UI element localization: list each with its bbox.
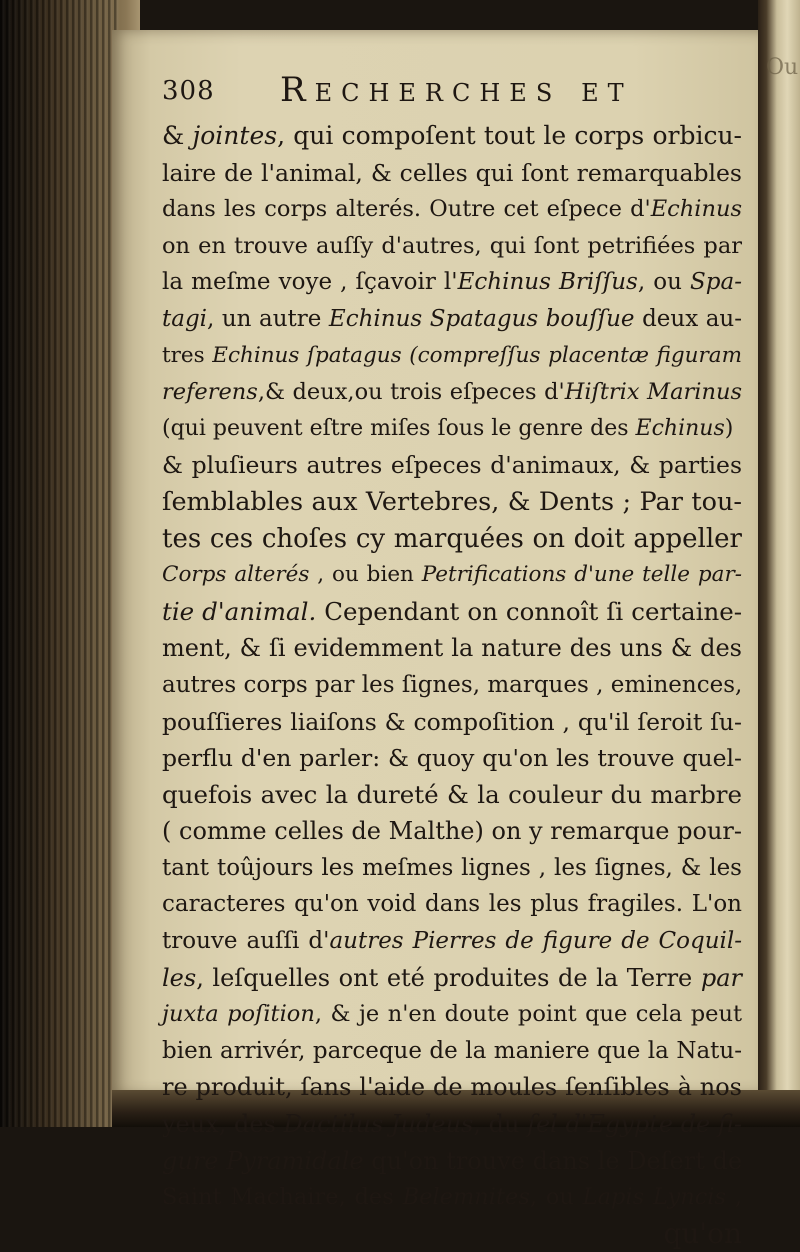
- text-run: pouſſieres liaiſons & compoſition , qu'il ſeroit ſu-: [162, 707, 742, 736]
- italic-text: ſel d'Egypte de fi-: [527, 1110, 743, 1139]
- italic-text: juxta poſition: [162, 1001, 315, 1028]
- page-number: 308: [162, 76, 215, 106]
- text-line: [162, 338, 742, 375]
- text-run: (qui peuvent eſtre miſes ſous le genre des: [162, 415, 636, 441]
- text-run: qu'on: [663, 1216, 742, 1250]
- text-line: [162, 411, 742, 448]
- text-run: tant toûjours les meſmes lignes , les ſignes, & les: [162, 854, 742, 881]
- italic-text: jointes: [192, 121, 278, 150]
- text-line: [162, 447, 742, 484]
- text-line: [162, 740, 742, 777]
- text-line: [162, 1106, 742, 1143]
- text-line: [162, 557, 742, 594]
- text-line: [162, 923, 742, 960]
- text-run: re produit, ſans l'aide de moules ſenſibles à nos: [162, 1073, 742, 1102]
- text-run: trouve auſſi d': [162, 928, 330, 955]
- text-line: [162, 264, 742, 301]
- text-run: , leſquelles ont eté produites de la Terre: [196, 963, 701, 992]
- text-run: ment, & ſi evidemment la nature des uns & des: [162, 634, 742, 663]
- text-run: Saint Machaire, des: [162, 1184, 403, 1211]
- italic-text: tie d'animal.: [162, 596, 317, 626]
- text-line: [162, 594, 742, 631]
- text-run: tes ces choſes cy marquées on doit appeller: [162, 523, 742, 554]
- italic-text: tagi: [162, 305, 208, 332]
- text-line: [162, 813, 742, 850]
- text-run: , & je n'en doute point que cela peut: [314, 1001, 743, 1028]
- text-line: [162, 484, 742, 521]
- italic-text: par: [700, 963, 742, 992]
- text-run: , ou: [637, 269, 691, 296]
- text-run: laire de l'animal, & celles qui ſont remarquables: [162, 158, 742, 187]
- text-line: [162, 228, 742, 265]
- text-line: [162, 996, 742, 1033]
- italic-text: Lapis Lyncis: [582, 1184, 727, 1211]
- text-run: deux au-: [634, 305, 742, 332]
- text-line: [162, 1069, 742, 1106]
- text-line: [162, 630, 742, 667]
- text-run: tres: [162, 342, 213, 368]
- text-run: , ou bien: [309, 562, 422, 588]
- text-line: [162, 155, 742, 192]
- text-run: &: [162, 121, 193, 150]
- italic-text: les: [162, 963, 197, 992]
- text-run: dans les corps alterés. Outre cet eſpece d': [162, 196, 651, 223]
- italic-text: referens: [162, 379, 258, 406]
- text-run: ,: [726, 1184, 742, 1211]
- page-header: [162, 70, 752, 110]
- text-run: , qui compoſent tout le corps orbicu-: [277, 121, 742, 150]
- italic-text: Echinus: [635, 415, 725, 441]
- italic-text: Spa-: [690, 269, 742, 296]
- text-line: [162, 521, 742, 558]
- italic-text: Petrifications d'une telle par-: [421, 562, 742, 588]
- text-line: [162, 850, 742, 887]
- text-run: qu'on trouve dans le Deſert de: [363, 1146, 743, 1175]
- italic-text: Dactilus Judeus: [283, 1110, 474, 1139]
- text-run: on en trouve auſſy d'autres, qui ſont petrifiées par: [162, 232, 742, 259]
- italic-text: Echinus Briſſus: [457, 269, 638, 296]
- text-run: ,& deux,ou trois eſpeces d': [257, 379, 565, 406]
- text-run: , ou: [529, 1184, 583, 1211]
- text-run: la meſme voye , ſçavoir l': [162, 269, 458, 296]
- text-line: [162, 374, 742, 411]
- text-run: ): [724, 415, 734, 441]
- facing-page-glimpse: Ou: [766, 55, 799, 80]
- text-line: [162, 886, 742, 923]
- body-text: [162, 118, 742, 1252]
- italic-text: Echinus: [650, 196, 742, 223]
- text-line: [162, 301, 742, 338]
- text-run: ſemblables aux Vertebres, & Dents ; Par tou-: [162, 486, 742, 517]
- text-line: [162, 960, 742, 997]
- running-head: Recherches et: [280, 70, 633, 110]
- text-run: bien arrivér, parceque de la maniere que la Natu-: [162, 1037, 742, 1064]
- text-run: quefois avec la dureté & la couleur du marbre: [162, 779, 742, 809]
- italic-text: Corps alterés: [162, 562, 310, 588]
- text-line: [162, 191, 742, 228]
- page-stack-edges: [0, 0, 120, 1127]
- text-run: perflu d'en parler: & quoy qu'on les trouve quel-: [162, 744, 742, 773]
- text-line: [162, 1216, 742, 1252]
- text-line: [162, 1143, 742, 1180]
- facing-page-edge: [758, 0, 800, 1127]
- text-run: & pluſieurs autres eſpeces d'animaux, & parties: [162, 451, 742, 480]
- italic-text: Echinus ſpatagus (compreſſus placentæ figuram: [212, 342, 742, 368]
- text-run: caractеres qu'on void dans les plus fragiles. L'on: [162, 891, 742, 918]
- text-line: [162, 118, 742, 155]
- italic-text: Belemnites: [402, 1184, 530, 1211]
- text-run: yeux, des: [162, 1110, 284, 1139]
- text-line: [162, 777, 742, 814]
- italic-text: gure Pyramidale: [162, 1146, 364, 1175]
- italic-text: Hiſtrix Marinus: [564, 379, 742, 406]
- text-run: , du: [473, 1110, 528, 1139]
- text-line: [162, 704, 742, 741]
- text-line: [162, 1033, 742, 1070]
- italic-text: Echinus Spatagus bouſſue: [328, 305, 635, 332]
- text-line: [162, 1179, 742, 1216]
- text-run: Cependant on connoît ſi certaine-: [316, 596, 743, 626]
- text-run: autres corps par les ſignes, marques , eminences,: [162, 671, 743, 698]
- italic-text: autres Pierres de figure de Coquil-: [329, 928, 743, 955]
- text-run: ( comme celles de Malthe) on y remarque pour-: [162, 817, 742, 846]
- text-line: [162, 667, 742, 704]
- text-run: , un autre: [207, 305, 329, 332]
